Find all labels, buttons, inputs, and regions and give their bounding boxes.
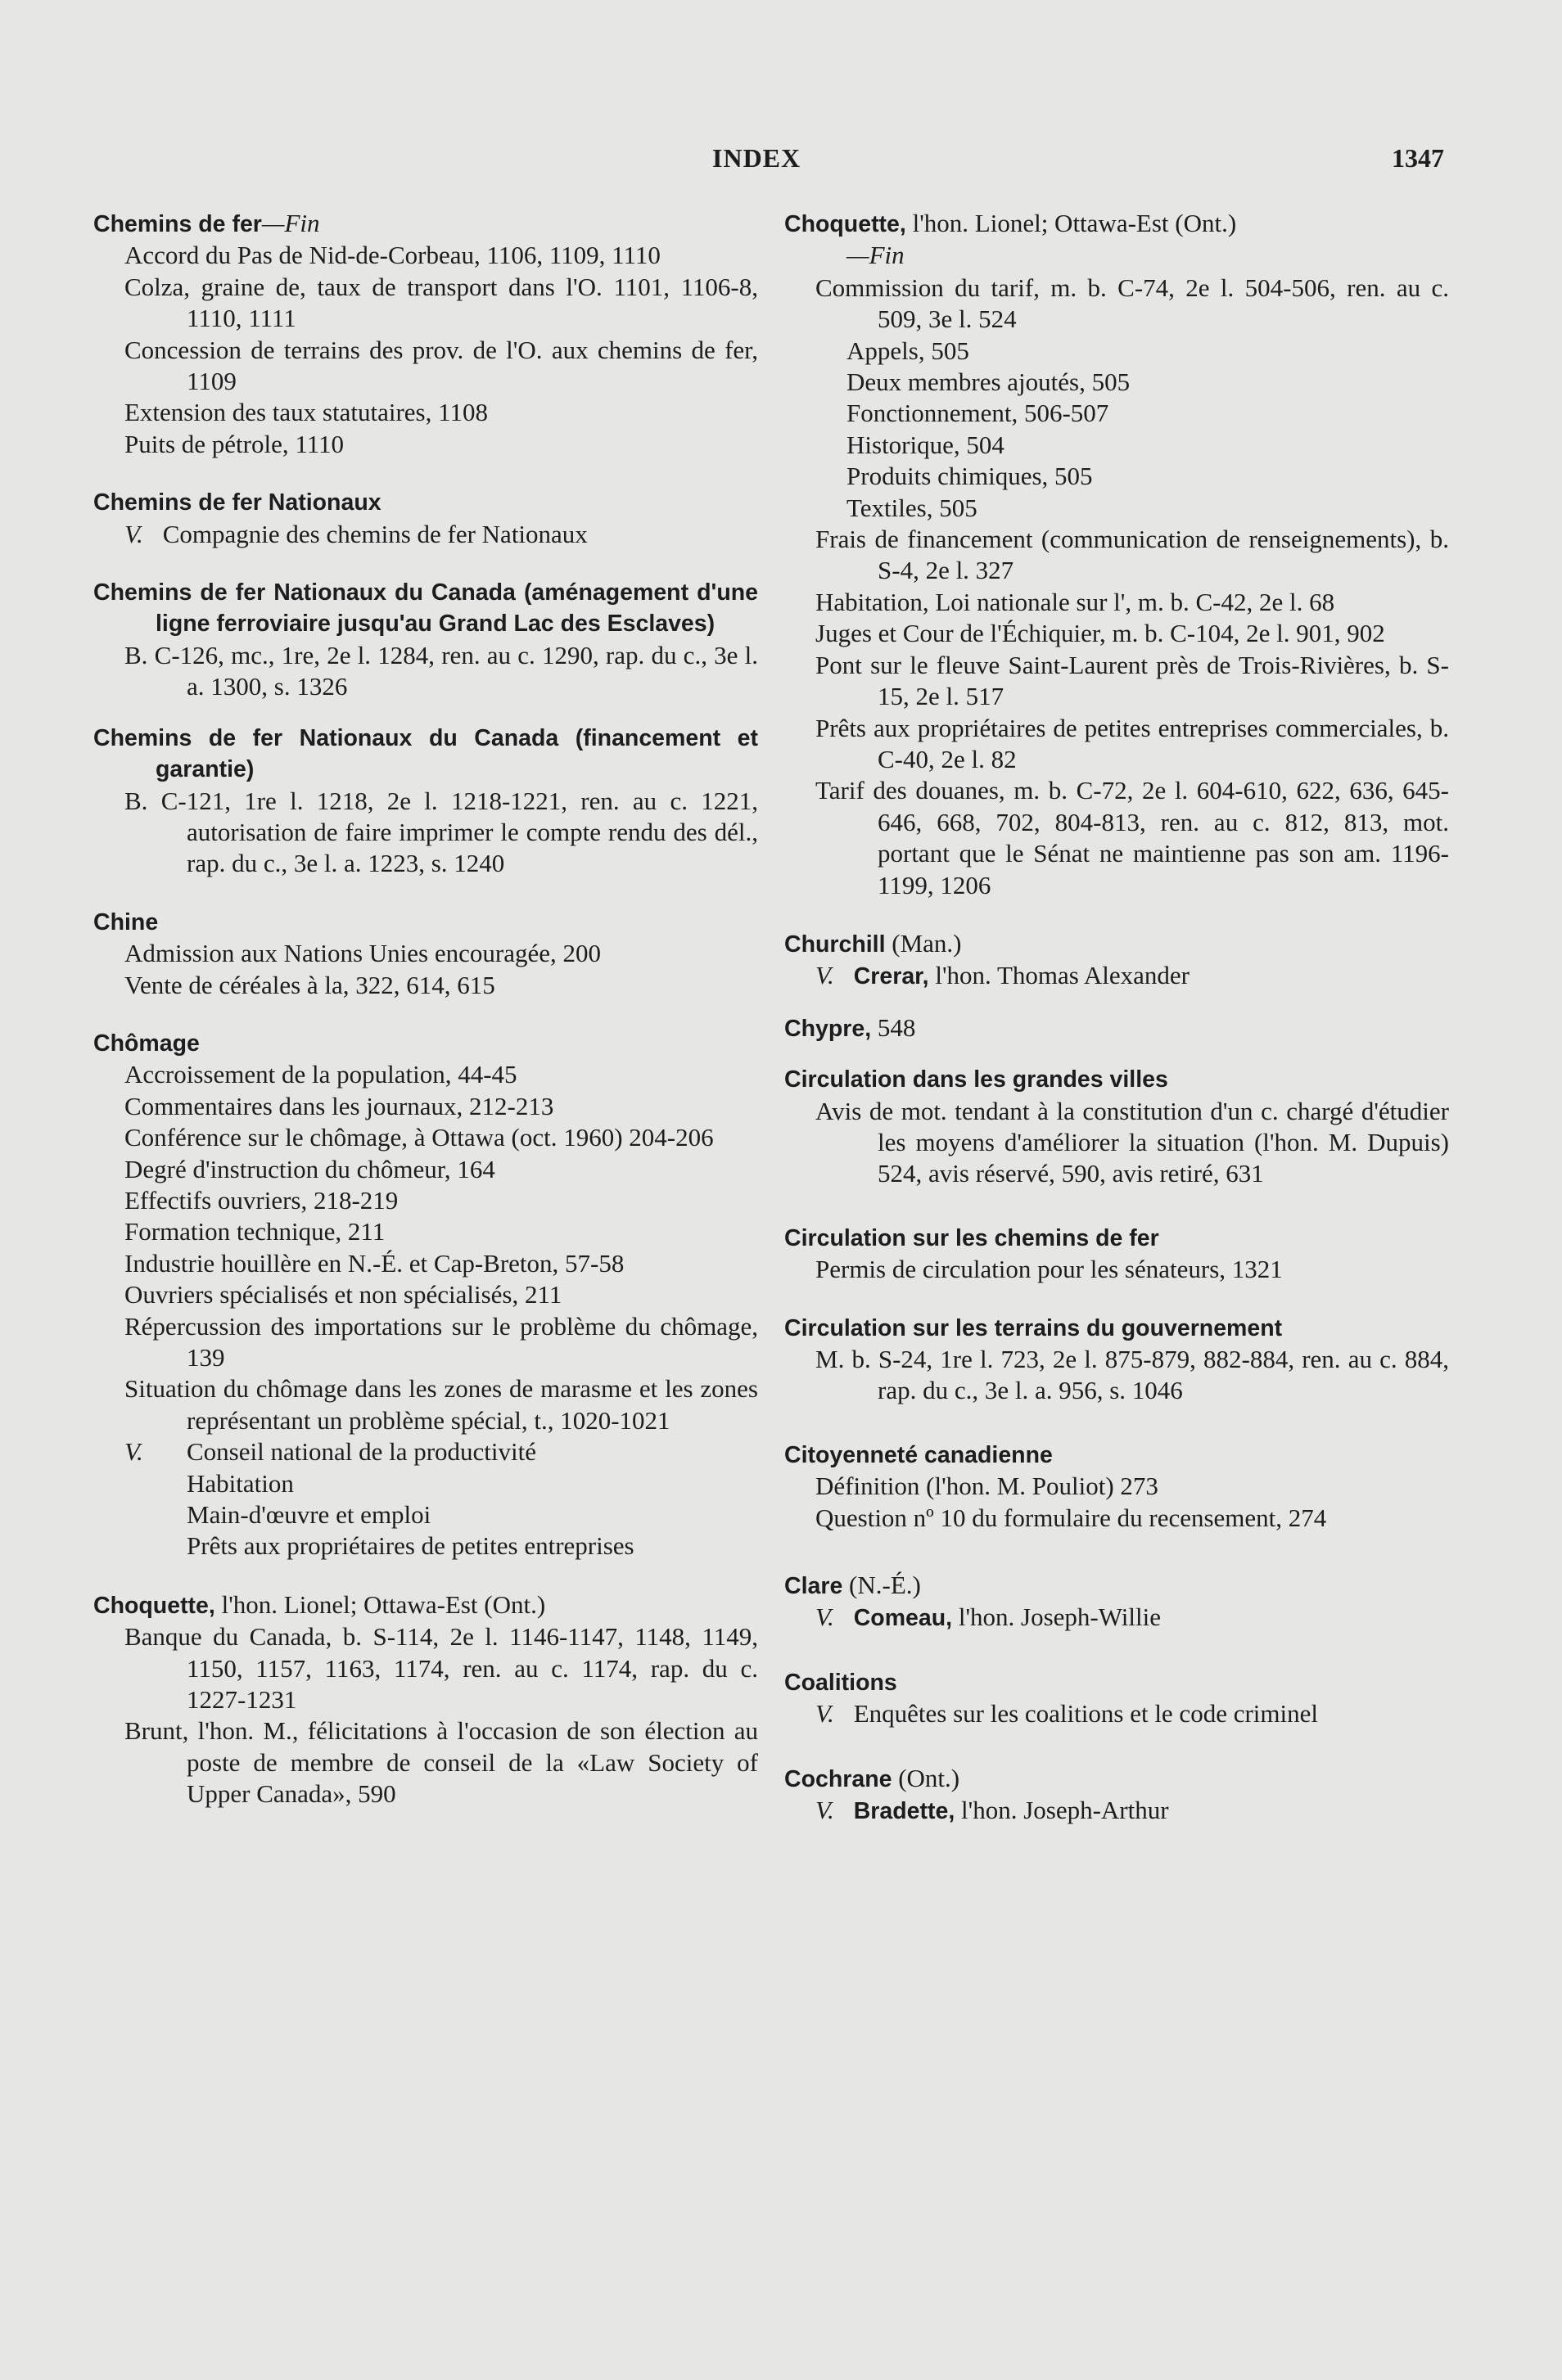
- subentry: Colza, graine de, taux de transport dans l'O. 1101, 1106-8, 1110, 1111: [124, 272, 758, 333]
- subentry: Pont sur le fleuve Saint-Laurent près de Trois-Rivières, b. S-15, 2e l. 517: [815, 650, 1449, 711]
- index-entry: [784, 1667, 1449, 1730]
- subentry: Banque du Canada, b. S-114, 2e l. 1146-1147, 1148, 1149, 1150, 1157, 1163, 1174, ren. au c. 1174, rap. du c. 1227-1231: [124, 1622, 758, 1715]
- subentry: B. C-121, 1re l. 1218, 2e l. 1218-1221, ren. au c. 1221, autorisation de faire imprimer le compte rendu des dél., rap. du c., 3e l. a. 1223, s. 1240: [124, 786, 758, 878]
- subentry: Degré d'instruction du chômeur, 164: [124, 1154, 495, 1183]
- entry-heading: Chemins de fer—Fin: [93, 209, 320, 237]
- subentry: Deux membres ajoutés, 505: [846, 367, 1131, 397]
- subentry: Habitation, Loi nationale sur l', m. b. C-42, 2e l. 68: [815, 587, 1335, 616]
- index-column-right: [784, 208, 1449, 1827]
- index-entry: [784, 928, 1449, 993]
- subentry: Accroissement de la population, 44-45: [124, 1060, 517, 1089]
- entry-heading: Citoyenneté canadienne: [784, 1441, 1053, 1468]
- entry-heading: Chemins de fer Nationaux: [93, 489, 381, 516]
- see-reference: V. Comeau, l'hon. Joseph-Willie: [815, 1602, 1161, 1632]
- subentry: Accord du Pas de Nid-de-Corbeau, 1106, 1109, 1110: [124, 241, 661, 270]
- entry-heading: Circulation sur les terrains du gouvernement: [784, 1314, 1283, 1341]
- subentry: Commentaires dans les journaux, 212-213: [124, 1091, 554, 1120]
- entry-heading: Choquette, l'hon. Lionel; Ottawa-Est (Ont.) —Fin: [784, 209, 1237, 270]
- subentry: Brunt, l'hon. M., félicitations à l'occasion de son élection au poste de membre de conseil de la «Law Society of Upper Canada», 590: [124, 1716, 758, 1809]
- page-header: [0, 143, 1562, 184]
- index-entry: [93, 907, 758, 1001]
- entry-heading: Coalitions: [784, 1669, 897, 1696]
- subentry: Conférence sur le chômage, à Ottawa (oct. 1960) 204-206: [124, 1123, 714, 1152]
- see-reference: V. Conseil national de la productivité: [124, 1437, 537, 1467]
- subentry: Historique, 504: [846, 430, 1004, 459]
- see-also-list: [93, 1436, 758, 1562]
- subentry: Avis de mot. tendant à la constitution d'un c. chargé d'étudier les moyens d'améliorer la situation (l'hon. M. Dupuis) 524, avis réservé, 590, avis retiré, 631: [815, 1096, 1449, 1188]
- subentry: Permis de circulation pour les sénateurs, 1321: [815, 1255, 1283, 1284]
- subentry: Appels, 505: [846, 336, 969, 365]
- see-reference: V. Bradette, l'hon. Joseph-Arthur: [815, 1796, 1169, 1825]
- subentry: Produits chimiques, 505: [846, 462, 1093, 491]
- subentry: Définition (l'hon. M. Pouliot) 273: [815, 1472, 1158, 1501]
- page-number: 1347: [1392, 143, 1444, 173]
- subentry: Textiles, 505: [846, 493, 977, 522]
- index-entry: [784, 1570, 1449, 1634]
- subentry: Puits de pétrole, 1110: [124, 429, 345, 458]
- subentry: Formation technique, 211: [124, 1217, 386, 1246]
- subentry: Répercussion des importations sur le problème du chômage, 139: [124, 1311, 758, 1372]
- index-entry: [93, 487, 758, 550]
- subentry: Extension des taux statutaires, 1108: [124, 398, 488, 427]
- entry-heading: Chemins de fer Nationaux du Canada (financement et garantie): [93, 724, 758, 783]
- entry-heading: Circulation sur les chemins de fer: [784, 1224, 1159, 1251]
- subentry: Vente de céréales à la, 322, 614, 615: [124, 970, 495, 999]
- see-reference: V. Crerar, l'hon. Thomas Alexander: [815, 961, 1190, 990]
- index-entry: [93, 208, 758, 460]
- subentry: Question nº 10 du formulaire du recensement, 274: [815, 1503, 1327, 1532]
- subentry: Fonctionnement, 506-507: [846, 399, 1109, 428]
- entry-heading: Chômage: [93, 1030, 200, 1057]
- index-entry: [93, 1589, 758, 1810]
- see-reference: Main-d'œuvre et emploi: [187, 1500, 431, 1530]
- see-reference: V. Enquêtes sur les coalitions et le code criminel: [815, 1699, 1318, 1729]
- subentry: Commission du tarif, m. b. C-74, 2e l. 504-506, ren. au c. 509, 3e l. 524: [815, 273, 1449, 334]
- index-entry: [784, 1064, 1449, 1190]
- subentry: Industrie houillère en N.-É. et Cap-Breton, 57-58: [124, 1248, 625, 1278]
- subentry: Situation du chômage dans les zones de marasme et les zones représentant un problème spécial, t., 1020-1021: [124, 1374, 758, 1435]
- entry-heading: Clare (N.-É.): [784, 1571, 921, 1600]
- subentry: Tarif des douanes, m. b. C-72, 2e l. 604-610, 622, 636, 645-646, 668, 702, 804-813, ren. au c. 812, 813, mot. portant que le Sénat ne maintienne pas son am. 1196-1199, 1206: [815, 776, 1449, 899]
- subentry: Concession de terrains des prov. de l'O. aux chemins de fer, 1109: [124, 335, 758, 396]
- entry-heading: Circulation dans les grandes villes: [784, 1066, 1168, 1093]
- index-entry: [93, 577, 758, 703]
- subentry: Ouvriers spécialisés et non spécialisés, 211: [124, 1280, 562, 1309]
- see-reference: Prêts aux propriétaires de petites entreprises: [187, 1531, 634, 1561]
- index-entry: [93, 1028, 758, 1562]
- entry-heading: Choquette, l'hon. Lionel; Ottawa-Est (Ont.): [93, 1589, 546, 1619]
- subentry: B. C-126, mc., 1re, 2e l. 1284, ren. au c. 1290, rap. du c., 3e l. a. 1300, s. 1326: [124, 640, 758, 701]
- entry-heading: Churchill (Man.): [784, 928, 962, 958]
- subentry: Prêts aux propriétaires de petites entreprises commerciales, b. C-40, 2e l. 82: [815, 713, 1449, 773]
- entry-heading: Chypre, 548: [784, 1012, 916, 1042]
- index-column-left: [93, 208, 758, 1810]
- index-entry: [784, 208, 1449, 901]
- entry-heading: Chine: [93, 908, 159, 935]
- see-reference: Habitation: [187, 1468, 294, 1498]
- index-entry: [784, 1012, 1449, 1044]
- see-reference: V. Compagnie des chemins de fer Nationaux: [124, 519, 588, 548]
- entry-heading: Chemins de fer Nationaux du Canada (aménagement d'une ligne ferroviaire jusqu'au Grand Lac des Esclaves): [93, 579, 758, 638]
- index-entry: [93, 723, 758, 880]
- index-entry: [784, 1763, 1449, 1828]
- subentry: Frais de financement (communication de renseignements), b. S-4, 2e l. 327: [815, 525, 1449, 585]
- index-entry: [784, 1440, 1449, 1534]
- subentry: M. b. S-24, 1re l. 723, 2e l. 875-879, 882-884, ren. au c. 884, rap. du c., 3e l. a. 956, s. 1046: [815, 1345, 1449, 1405]
- index-entry: [784, 1313, 1449, 1407]
- running-title: INDEX: [712, 143, 801, 173]
- entry-heading: Cochrane (Ont.): [784, 1763, 960, 1792]
- subentry: Admission aux Nations Unies encouragée, 200: [124, 939, 601, 968]
- subentry: Effectifs ouvriers, 218-219: [124, 1185, 399, 1215]
- index-entry: [784, 1223, 1449, 1286]
- subentry: Juges et Cour de l'Échiquier, m. b. C-104, 2e l. 901, 902: [815, 619, 1385, 648]
